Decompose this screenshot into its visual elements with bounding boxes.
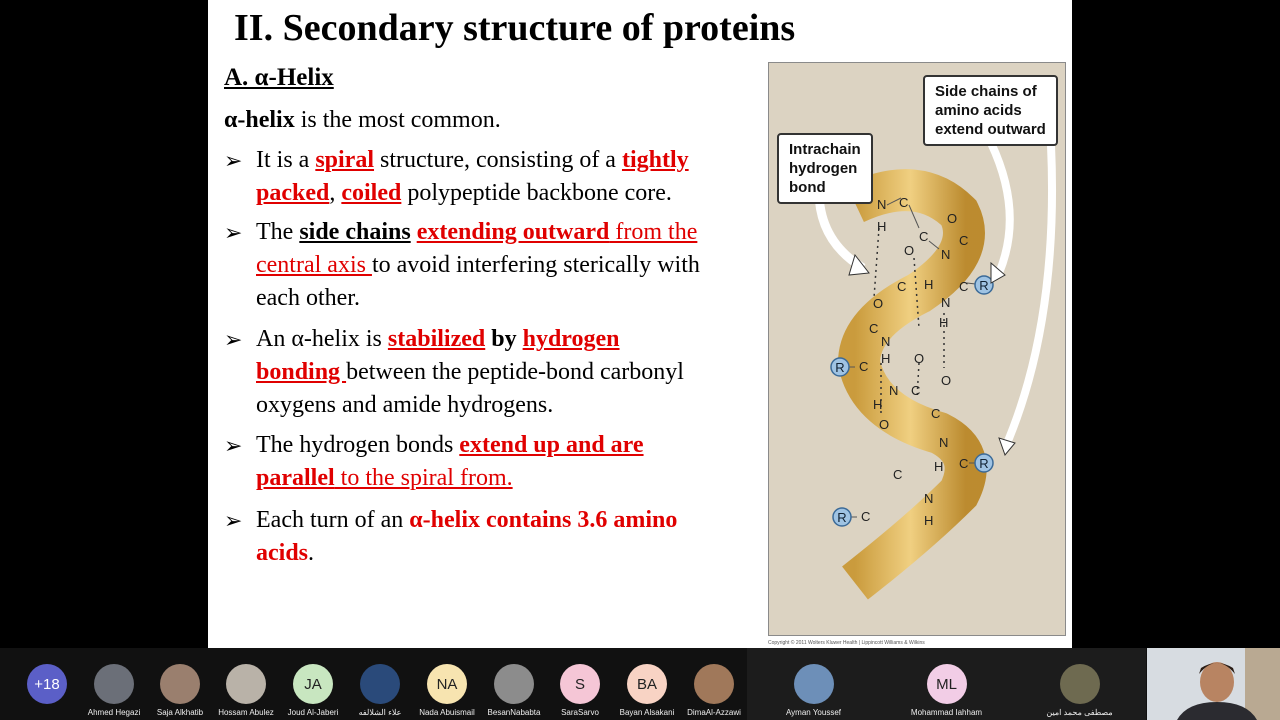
participant-name: SaraSarvo xyxy=(561,708,599,717)
atom-h: H xyxy=(924,513,934,528)
avatar xyxy=(694,664,734,704)
participant-name: DimaAl-Azzawi xyxy=(687,708,741,717)
atom-n: N xyxy=(877,197,887,212)
atom-h: H xyxy=(924,277,934,292)
alpha-helix-figure xyxy=(768,62,1066,636)
avatar: S xyxy=(560,664,600,704)
callout-arrow-right-1 xyxy=(991,143,1010,273)
bullet-line xyxy=(256,282,360,315)
bullet-text: Each turn of an xyxy=(256,507,410,533)
r-group-label: R xyxy=(979,278,989,293)
participant-name: Saja Alkhatib xyxy=(156,708,204,717)
bullet-emphasis: extend up and are xyxy=(459,432,644,458)
more-participants-count[interactable]: +18 xyxy=(27,664,67,704)
atom-n: N xyxy=(889,383,899,398)
atom-c: C xyxy=(919,229,929,244)
callout-arrow-right-2-head xyxy=(999,438,1015,455)
bullet-text: . xyxy=(308,540,315,566)
bullet-emphasis: parallel xyxy=(256,465,335,491)
participant-name: Mohammad Iahham xyxy=(910,708,983,717)
atom-n: N xyxy=(941,247,951,262)
avatar xyxy=(494,664,534,704)
bullet-emphasis: from the xyxy=(609,219,698,245)
atom-o: O xyxy=(914,351,925,366)
bullet-emphasis: acids xyxy=(256,540,309,566)
atom-o: O xyxy=(904,243,915,258)
bullet-emphasis: by xyxy=(491,326,517,352)
bullet-emphasis: hydrogen xyxy=(522,326,620,352)
slide-title: II. Secondary structure of proteins xyxy=(234,7,796,49)
bullet-emphasis: α-helix contains 3.6 amino xyxy=(409,507,678,533)
participant-tile[interactable] xyxy=(1013,648,1146,720)
atom-o: O xyxy=(879,417,890,432)
presenter-video xyxy=(1147,648,1280,720)
callout-line: Intrachain xyxy=(789,141,861,158)
bullet-text: oxygens and amide hydrogens. xyxy=(256,392,554,418)
participant-name: Joud Al-Jaberi xyxy=(287,708,339,717)
avatar xyxy=(226,664,266,704)
avatar xyxy=(360,664,400,704)
atom-c: C xyxy=(861,509,871,524)
avatar xyxy=(94,664,134,704)
bullet-line xyxy=(256,177,672,210)
bullet-text: to avoid interfering sterically with xyxy=(371,252,700,278)
atom-h: H xyxy=(877,219,887,234)
avatar xyxy=(794,664,834,704)
participant-name: علاء الشلالفه xyxy=(358,708,402,717)
self-video-tile[interactable] xyxy=(1147,648,1280,720)
bullet-line xyxy=(256,389,553,422)
atom-o: O xyxy=(947,211,958,226)
bullet-emphasis: tightly xyxy=(621,147,689,173)
bullet-line xyxy=(256,356,684,389)
atom-h: H xyxy=(934,459,944,474)
participant-name: Ahmed Hegazi xyxy=(87,708,141,717)
bullet-text: each other. xyxy=(256,285,360,311)
callout-side-chains xyxy=(923,75,1058,146)
bullet-emphasis: bonding xyxy=(256,359,347,385)
bullet-text: , xyxy=(329,180,342,206)
bullet-emphasis: packed xyxy=(256,180,330,206)
bullet-text: An α-helix is xyxy=(256,326,388,352)
atom-c: C xyxy=(869,321,879,336)
bullet-text: between the peptide-bond carbonyl xyxy=(346,359,684,385)
avatar xyxy=(160,664,200,704)
callout-line: amino acids xyxy=(935,102,1022,119)
participant-name: BesanNababta xyxy=(487,708,541,717)
bullet-marker: ➢ xyxy=(224,327,243,352)
atom-o: O xyxy=(941,373,952,388)
participant-name: مصطفى محمد امين xyxy=(1046,708,1113,717)
callout-line: Side chains of xyxy=(935,83,1037,100)
bullet-emphasis: coiled xyxy=(341,180,402,206)
participant-name: Bayan Alsakani xyxy=(619,708,675,717)
intro-bold: α-helix xyxy=(224,107,295,133)
avatar: BA xyxy=(627,664,667,704)
participant-name: Ayman Youssef xyxy=(785,708,841,717)
r-group-label: R xyxy=(979,456,989,471)
atom-n: N xyxy=(939,435,949,450)
atom-c: C xyxy=(959,233,969,248)
slide-subheading: A. α-Helix xyxy=(224,64,334,91)
participant-strip xyxy=(0,648,1280,720)
bullet-emphasis: spiral xyxy=(315,147,375,173)
bullet-line xyxy=(256,429,644,462)
participant-name: Hossam Abulez xyxy=(218,708,274,717)
bullet-marker: ➢ xyxy=(224,220,243,245)
bullet-emphasis: to the spiral from. xyxy=(334,465,513,491)
bullet-line xyxy=(256,216,697,249)
atom-c: C xyxy=(893,467,903,482)
callout-line: extend outward xyxy=(935,121,1046,138)
atom-c: C xyxy=(911,383,921,398)
callout-line: hydrogen xyxy=(789,160,858,177)
bullet-text: It is a xyxy=(256,147,316,173)
atom-n: N xyxy=(924,491,934,506)
bullet-marker: ➢ xyxy=(224,148,243,173)
intro-line xyxy=(224,104,501,137)
callout-intrachain-hydrogen-bond xyxy=(777,133,873,204)
atom-c: C xyxy=(859,359,869,374)
intro-rest: is the most common. xyxy=(294,107,501,133)
callout-arrow-right-2 xyxy=(1005,145,1052,448)
atom-o: O xyxy=(873,296,884,311)
bullet-line xyxy=(256,504,677,537)
bullet-line xyxy=(256,249,700,282)
participant-tile[interactable] xyxy=(747,648,880,720)
atom-c: C xyxy=(959,456,969,471)
callout-line: bond xyxy=(789,179,826,196)
bullet-line xyxy=(256,323,620,356)
bullet-line xyxy=(256,462,513,495)
presentation-slide xyxy=(208,0,1072,648)
bullet-marker: ➢ xyxy=(224,508,243,533)
atom-n: N xyxy=(941,295,951,310)
bullet-emphasis: central axis xyxy=(256,252,372,278)
avatar: JA xyxy=(293,664,333,704)
bullet-text: structure, consisting of a xyxy=(374,147,622,173)
atom-h: H xyxy=(881,351,891,366)
bullet-text: The xyxy=(256,219,300,245)
atom-c: C xyxy=(899,195,909,210)
participant-tile[interactable] xyxy=(880,648,1013,720)
participant-name: Nada Abuismail xyxy=(419,708,475,717)
bullet-text: polypeptide backbone core. xyxy=(401,180,672,206)
atom-c: C xyxy=(931,406,941,421)
atom-h: H xyxy=(939,315,949,330)
avatar: NA xyxy=(427,664,467,704)
bullet-emphasis: extending outward xyxy=(416,219,610,245)
r-group-label: R xyxy=(835,360,845,375)
bullet-emphasis: side chains xyxy=(299,219,411,245)
bullet-line xyxy=(256,144,689,177)
avatar xyxy=(1060,664,1100,704)
r-group-label: R xyxy=(837,510,847,525)
figure-copyright: Copyright © 2011 Wolters Kluwer Health | Lippincott Williams & Wilkins xyxy=(768,640,925,646)
bullet-marker: ➢ xyxy=(224,433,243,458)
atom-h: H xyxy=(873,397,883,412)
atom-c: C xyxy=(959,279,969,294)
participant-tile[interactable] xyxy=(681,648,745,720)
avatar: ML xyxy=(927,664,967,704)
atom-n: N xyxy=(881,334,891,349)
bullet-emphasis: stabilized xyxy=(387,326,486,352)
atom-c: C xyxy=(897,279,907,294)
bullet-text: The hydrogen bonds xyxy=(256,432,460,458)
bullet-line xyxy=(256,537,314,570)
